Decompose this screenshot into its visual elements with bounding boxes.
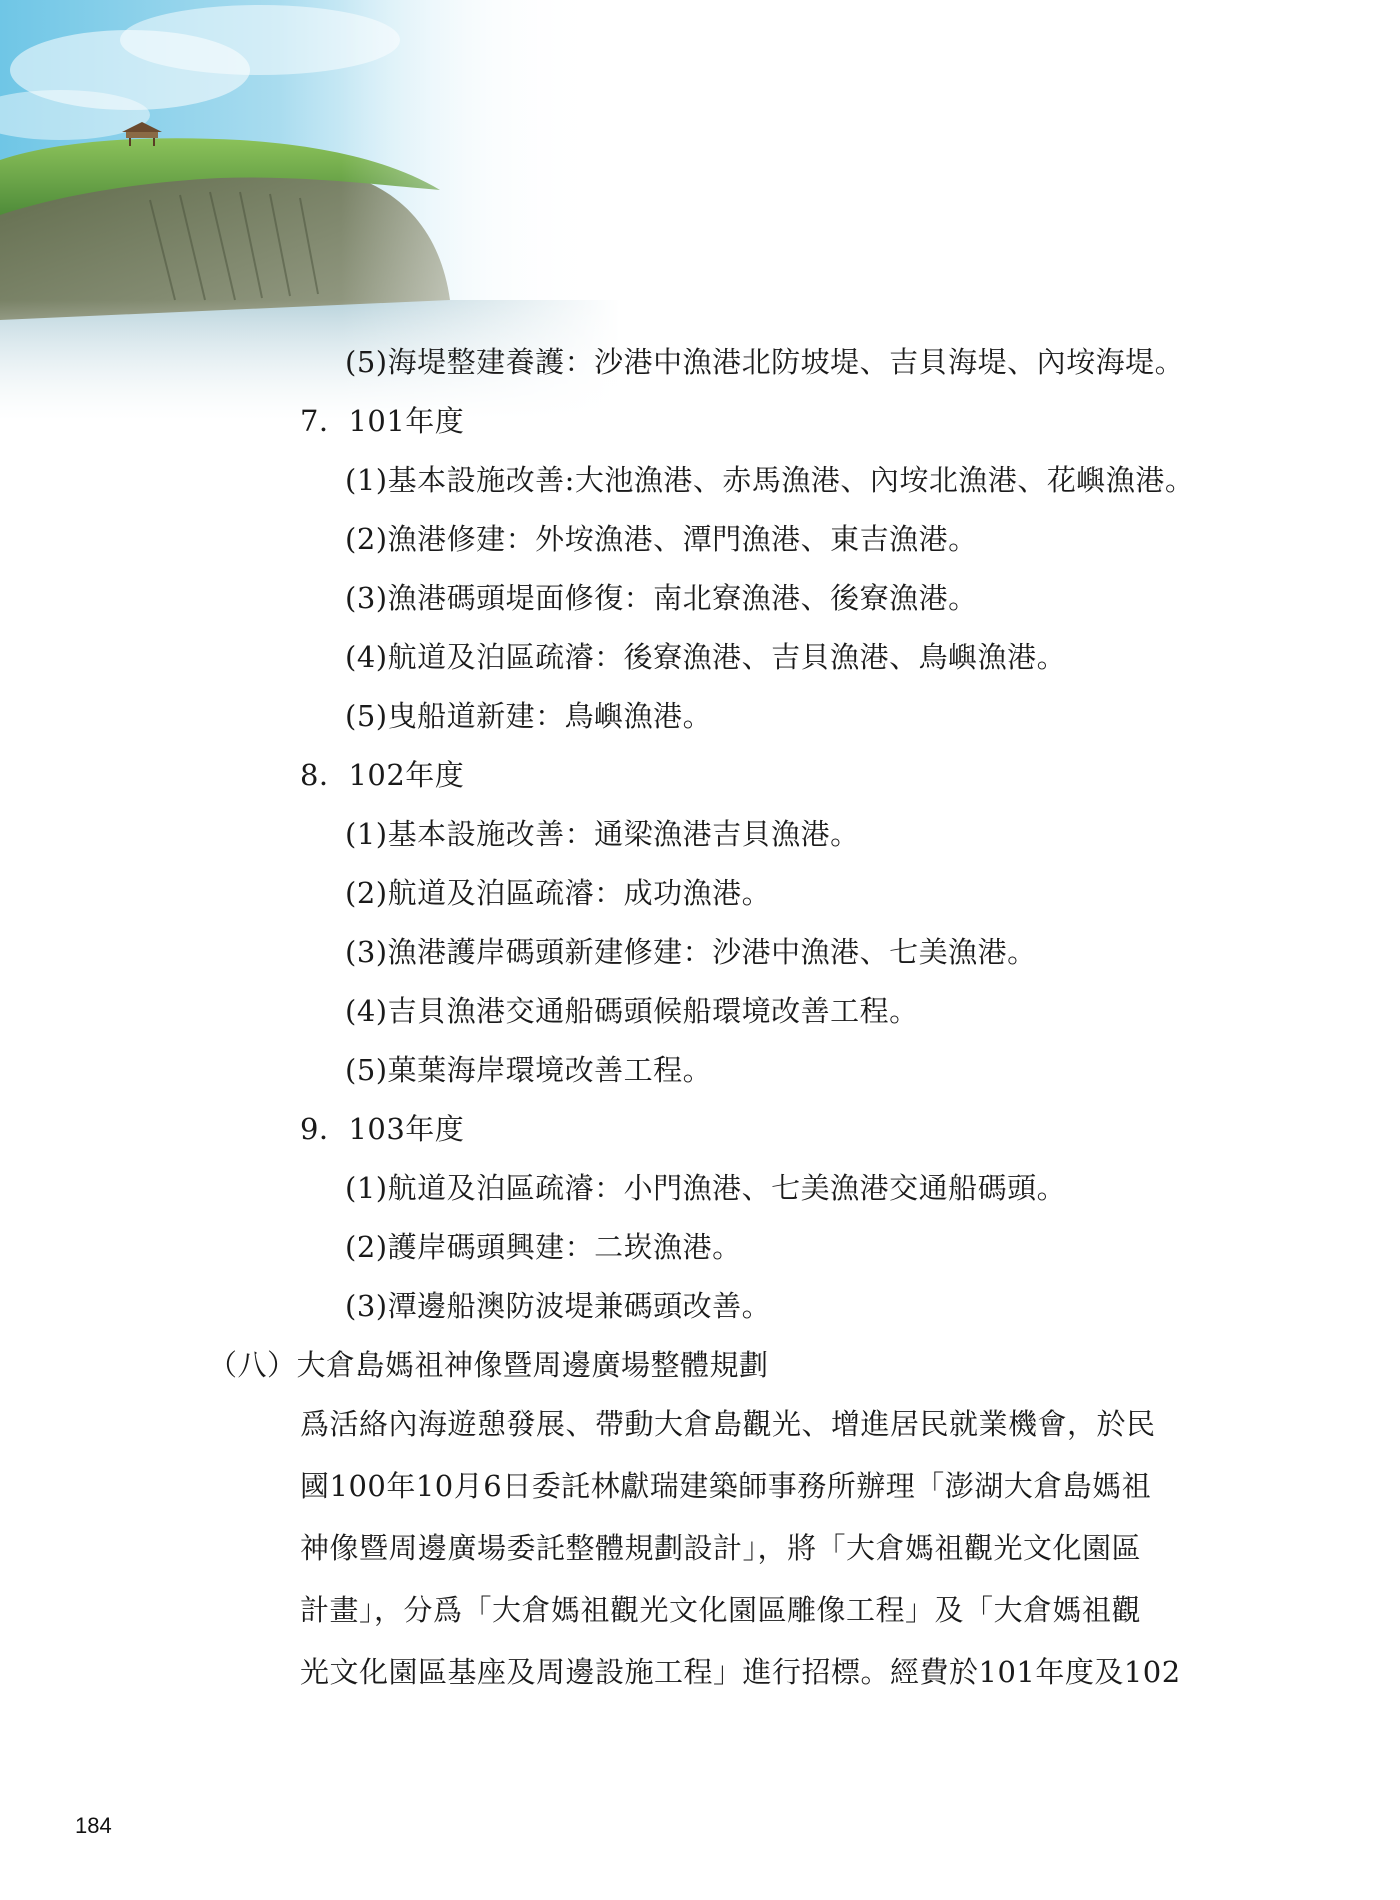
- list-item: (1)航道及泊區疏濬：小門漁港、七美漁港交通船碼頭。: [345, 1171, 1067, 1205]
- list-item: (2)護岸碼頭興建：二崁漁港。: [345, 1230, 742, 1264]
- year-heading: 9．103年度: [300, 1112, 465, 1146]
- year-heading: 7．101年度: [300, 404, 465, 438]
- paragraph-line: 國100年10月6日委託林獻瑞建築師事務所辦理「澎湖大倉島媽祖: [300, 1469, 1152, 1503]
- page-number: 184: [75, 1813, 112, 1838]
- list-item: (1)基本設施改善:大池漁港、赤馬漁港、內垵北漁港、花嶼漁港。: [345, 463, 1195, 497]
- paragraph-line: 計畫」，分爲「大倉媽祖觀光文化園區雕像工程」及「大倉媽祖觀: [300, 1593, 1142, 1627]
- list-item: (1)基本設施改善：通梁漁港吉貝漁港。: [345, 817, 860, 851]
- section-heading: （八）大倉島媽祖神像暨周邊廣場整體規劃: [208, 1348, 769, 1382]
- list-item: (4)航道及泊區疏濬：後寮漁港、吉貝漁港、鳥嶼漁港。: [345, 640, 1067, 674]
- list-item: (3)潭邊船澳防波堤兼碼頭改善。: [345, 1289, 772, 1323]
- paragraph-line: 爲活絡內海遊憩發展、帶動大倉島觀光、增進居民就業機會，於民: [300, 1407, 1156, 1441]
- year-heading: 8．102年度: [300, 758, 465, 792]
- list-item: (5)曳船道新建：鳥嶼漁港。: [345, 699, 713, 733]
- list-item: (4)吉貝漁港交通船碼頭候船環境改善工程。: [345, 994, 919, 1028]
- paragraph-line: 光文化園區基座及周邊設施工程」進行招標。經費於101年度及102: [300, 1655, 1181, 1689]
- list-item: (3)漁港碼頭堤面修復：南北寮漁港、後寮漁港。: [345, 581, 978, 615]
- list-item: (2)漁港修建：外垵漁港、潭門漁港、東吉漁港。: [345, 522, 978, 556]
- list-item: (3)漁港護岸碼頭新建修建：沙港中漁港、七美漁港。: [345, 935, 1037, 969]
- list-item: (5)海堤整建養護：沙港中漁港北防坡堤、吉貝海堤、內垵海堤。: [345, 345, 1185, 379]
- list-item: (2)航道及泊區疏濬：成功漁港。: [345, 876, 772, 910]
- paragraph-line: 神像暨周邊廣場委託整體規劃設計」，將「大倉媽祖觀光文化園區: [300, 1531, 1142, 1565]
- list-item: (5)菓葉海岸環境改善工程。: [345, 1053, 713, 1087]
